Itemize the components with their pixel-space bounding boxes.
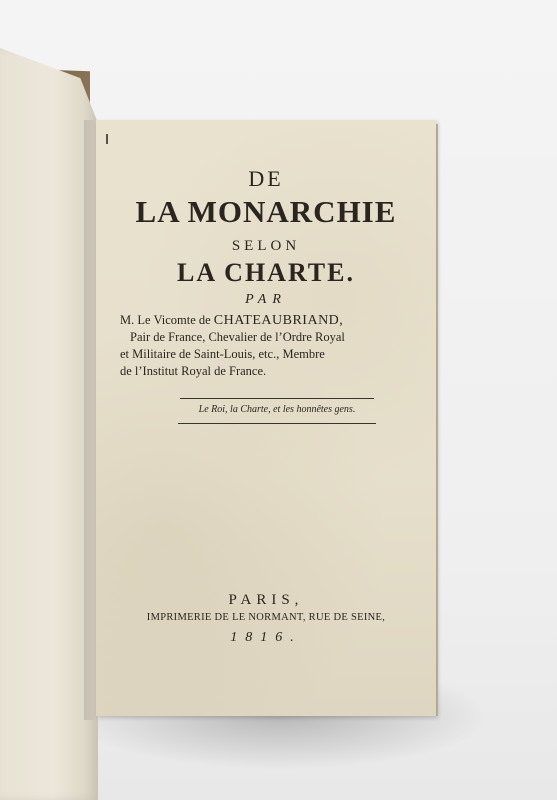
epigraph: Le Roi, la Charte, et les honnêtes gens. [198,404,356,415]
author-block [120,312,420,380]
author-line-4 [120,363,420,380]
title-selon: SELON [231,238,301,254]
author-name: CHATEAUBRIAND, [213,313,344,328]
title-page [96,120,436,716]
author-line-4-text: de l’Institut Royal de France. [120,364,267,378]
binding-shadow [84,120,96,720]
title-monarchie: LA MONARCHIE [135,194,397,229]
author-line-2: Pair de France, Chevalier de l’Ordre Royal [130,330,345,344]
author-line-1 [120,312,420,329]
author-line-3: et Militaire de Saint-Louis, etc., Membre [120,347,325,361]
imprint-year: 1816. [230,630,302,645]
title-par: PAR [245,292,287,307]
imprint-printer: IMPRIMERIE DE LE NORMANT, RUE DE SEINE, [146,612,386,623]
epigraph-rule-top [180,398,374,399]
title-de: DE [248,166,284,191]
page-mark [106,134,108,144]
title-charte: LA CHARTE. [176,258,355,287]
epigraph-rule-bottom [178,423,376,424]
author-prefix: M. Le Vicomte de [120,313,211,327]
imprint-city: PARIS, [228,592,304,608]
